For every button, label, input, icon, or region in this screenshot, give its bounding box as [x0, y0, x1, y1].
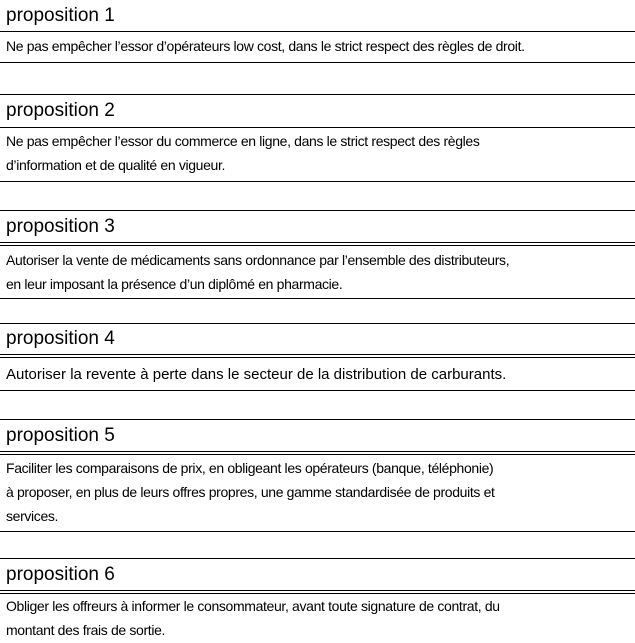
proposition-5-bottom-rule	[0, 531, 635, 532]
proposition-4-line-1: Autoriser la revente à perte dans le secteur de la distribution de carburants.	[6, 366, 507, 383]
proposition-2-top-rule	[0, 94, 635, 95]
proposition-5-title: proposition 5	[6, 425, 115, 446]
proposition-2-text	[6, 129, 632, 177]
proposition-1-title: proposition 1	[6, 5, 115, 26]
proposition-6-line-1: Obliger les offreurs à informer le consommateur, avant toute signature de contrat, du	[6, 598, 500, 614]
proposition-2-line-2: d’information et de qualité en vigueur.	[6, 157, 226, 173]
proposition-2-divider	[0, 127, 635, 128]
proposition-5-top-rule	[0, 419, 635, 420]
proposition-6-title: proposition 6	[6, 564, 115, 585]
proposition-6-text	[6, 594, 632, 642]
proposition-5-line-3: services.	[6, 508, 59, 524]
proposition-3-bottom-rule	[0, 298, 635, 299]
proposition-3-line-1: Autoriser la vente de médicaments sans ordonnance par l’ensemble des distributeurs,	[6, 252, 510, 268]
proposition-5-line-1: Faciliter les comparaisons de prix, en obligeant les opérateurs (banque, téléphonie)	[6, 460, 494, 476]
proposition-5-text	[6, 456, 632, 528]
proposition-1-line-1: Ne pas empêcher l’essor d’opérateurs low cost, dans le strict respect des règles de droit.	[6, 38, 525, 54]
proposition-4-divider	[0, 354, 635, 358]
proposition-1-text	[6, 34, 632, 58]
proposition-4-text	[6, 363, 632, 387]
proposition-3-line-2: en leur imposant la présence d’un diplômé en pharmacie.	[6, 276, 343, 292]
proposition-4-title: proposition 4	[6, 328, 115, 349]
proposition-2-line-1: Ne pas empêcher l’essor du commerce en ligne, dans le strict respect des règles	[6, 133, 480, 149]
proposition-2-title: proposition 2	[6, 100, 115, 121]
proposition-4-bottom-rule	[0, 390, 635, 391]
proposition-1-bottom-rule	[0, 62, 635, 63]
proposition-5-divider	[0, 451, 635, 455]
proposition-1-divider	[0, 31, 635, 32]
proposition-3-top-rule	[0, 210, 635, 211]
proposition-4-top-rule	[0, 323, 635, 324]
proposition-6-line-2: montant des frais de sortie.	[6, 622, 166, 638]
proposition-2-bottom-rule	[0, 181, 635, 182]
proposition-3-text	[6, 248, 632, 296]
proposition-5-line-2: à proposer, en plus de leurs offres propres, une gamme standardisée de produits et	[6, 484, 495, 500]
proposition-3-title: proposition 3	[6, 216, 115, 237]
proposition-3-divider	[0, 242, 635, 246]
proposition-6-top-rule	[0, 558, 635, 559]
